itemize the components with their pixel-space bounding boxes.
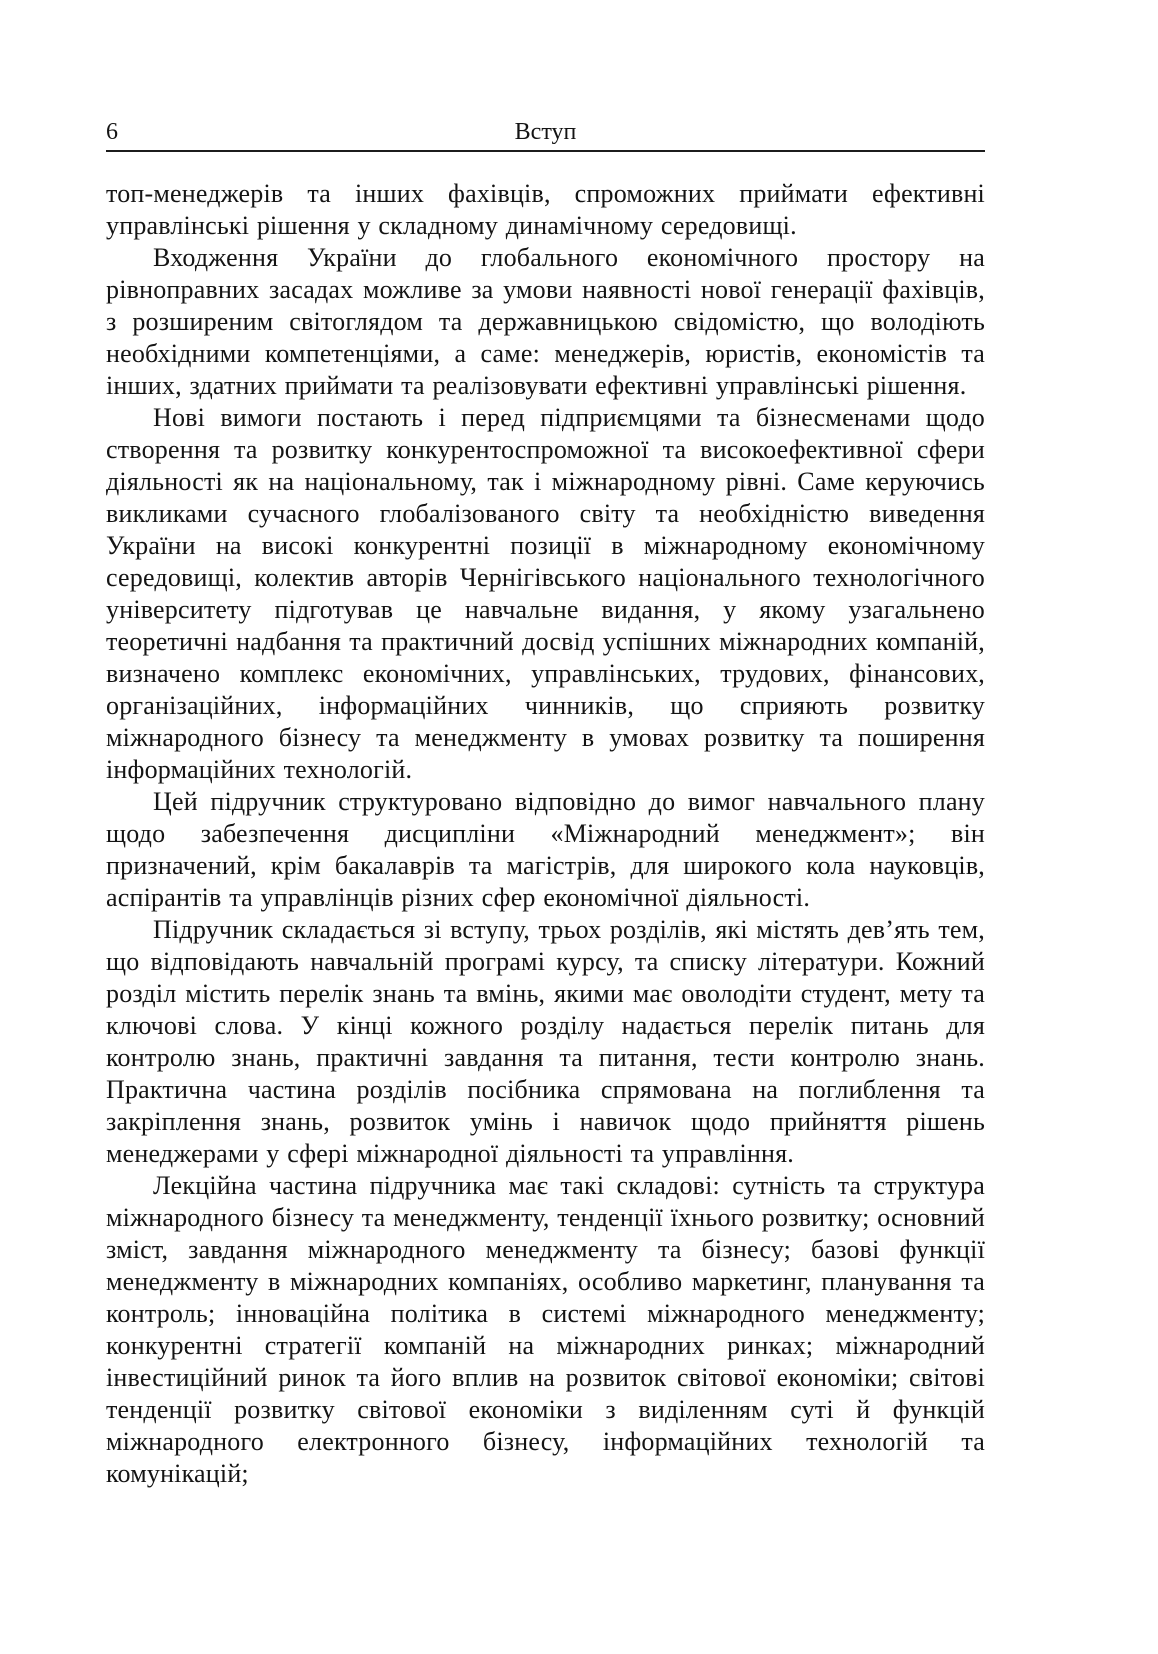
running-header-title: Вступ [514, 119, 577, 145]
paragraph: Лекційна частина підручника має такі складові: сутність та структура міжнародного бізнесу та менеджменту, тенденції їхнього розвитку; основний зміст, завдання міжнародного менеджменту та бізнесу; базові функції менеджменту в міжнародних компаніях, особливо маркетинг, планування та контроль; інноваційна політика в системі міжнародного менеджменту; конкурентні стратегії компаній на міжнародних ринках; міжнародний інвестиційний ринок та його вплив на розвиток світової економіки; світові тенденції розвитку світової економіки з виділенням суті й функцій міжнародного електронного бізнесу, інформаційних технологій та комунікацій; [106, 1171, 985, 1488]
header-rule [106, 150, 985, 152]
paragraph: Підручник складається зі вступу, трьох розділів, які містять дев’ять тем, що відповідають навчальній програмі курсу, та списку літератури. Кожний розділ містить перелік знань та вмінь, якими має оволодіти студент, мету та ключові слова. У кінці кожного розділу надається перелік питань для контролю знань, практичні завдання та питання, тести контролю знань. Практична частина розділів посібника спрямована на поглиблення та закріплення знань, розвиток умінь і навичок щодо прийняття рішень менеджерами у сфері міжнародної діяльності та управління. [106, 915, 985, 1168]
paragraph: Цей підручник структуровано відповідно до вимог навчального плану щодо забезпечення дисципліни «Міжнародний менеджмент»; він призначений, крім бакалаврів та магістрів, для широкого кола науковців, аспірантів та управлінців різних сфер економічної діяльності. [106, 787, 985, 912]
page-number: 6 [106, 119, 118, 145]
paragraph-continuation: топ-менеджерів та інших фахівців, спроможних приймати ефективні управлінські рішення у складному динамічному середовищі. [106, 179, 985, 240]
running-header [106, 118, 985, 148]
paragraph: Входження України до глобального економічного простору на рівноправних засадах можливе за умови наявності нової генерації фахівців, з розширеним світоглядом та державницькою свідомістю, що володіють необхідними компетенціями, а саме: менеджерів, юристів, економістів та інших, здатних приймати та реалізовувати ефективні управлінські рішення. [106, 243, 985, 400]
page-body [106, 178, 985, 1490]
paragraph: Нові вимоги постають і перед підприємцями та бізнесменами щодо створення та розвитку конкурентоспроможної та високоефективної сфери діяльності як на національному, так і міжнародному рівні. Саме керуючись викликами сучасного глобалізованого світу та необхідністю виведення України на високі конкурентні позиції в міжнародному економічному середовищі, колектив авторів Чернігівського національного технологічного університету підготував це навчальне видання, у якому узагальнено теоретичні надбання та практичний досвід успішних міжнародних компаній, визначено комплекс економічних, управлінських, трудових, фінансових, організаційних, інформаційних чинників, що сприяють розвитку міжнародного бізнесу та менеджменту в умовах розвитку та поширення інформаційних технологій. [106, 403, 985, 784]
